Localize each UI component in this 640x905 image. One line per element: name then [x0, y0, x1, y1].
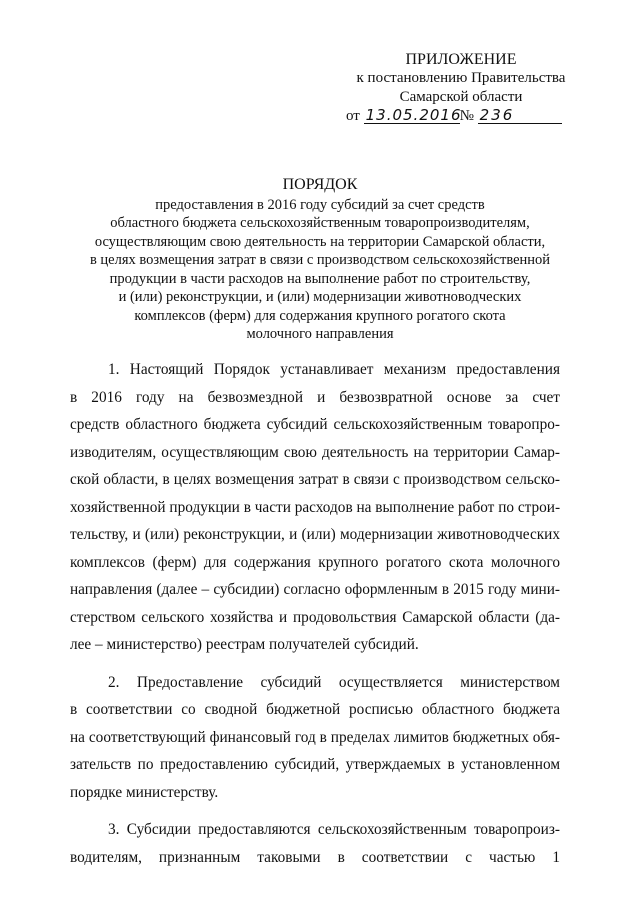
body-line: зательств по предоставлению субсидий, утверждаемых в установленном [70, 756, 560, 773]
document-body [70, 356, 560, 871]
document-title [40, 176, 600, 344]
title-line: продукции в части расходов на выполнение работ по строительству, [109, 270, 531, 287]
body-line: 1. Настоящий Порядок устанавливает механизм предоставления [108, 361, 560, 378]
paragraph-1 [70, 356, 560, 659]
body-line: лее – министерство) реестрам получателей субсидий. [70, 636, 419, 653]
handwritten-number: 236 [478, 107, 562, 124]
title-line: предоставления в 2016 году субсидий за счет средств [155, 196, 485, 213]
appendix-from-label: от [346, 108, 360, 124]
body-line: средств областного бюджета субсидий сельскохозяйственным товаропро- [70, 416, 560, 433]
body-line: изводителям, осуществляющим свою деятельность на территории Самар- [70, 443, 560, 461]
title-line: и (или) реконструкции, и (или) модернизации животноводческих [118, 289, 522, 305]
body-line: водителям, признанным таковыми в соответствии с частью 1 [70, 848, 560, 866]
title-line: областного бюджета сельскохозяйственным товаропроизводителям, [110, 215, 530, 231]
body-line: порядке министерству. [70, 783, 219, 801]
body-line: хозяйственной продукции в части расходов на выполнение работ по строи- [70, 498, 561, 516]
body-line: 3. Субсидии предоставляются сельскохозяйственным товаропроиз- [108, 821, 560, 838]
body-line: тельству, и (или) реконструкции, и (или) модернизации животноводческих [70, 526, 560, 543]
title-line: комплексов (ферм) для содержания крупного рогатого скота [134, 307, 506, 324]
body-line: комплексов (ферм) для содержания крупного рогатого скота молочного [70, 553, 560, 571]
body-line: ской области, в целях возмещения затрат в связи с производством сельско- [70, 471, 560, 488]
body-line: направления (далее – субсидии) согласно оформленным в 2015 году мини- [70, 581, 560, 598]
title-line: в целях возмещения затрат в связи с производством сельскохозяйственной [89, 252, 551, 268]
title-line: осуществляющим свою деятельность на территории Самарской области, [94, 233, 546, 250]
number-sign: № [459, 108, 474, 124]
appendix-line-2: Самарской области [399, 89, 523, 105]
paragraph-2 [70, 669, 560, 807]
title-heading: ПОРЯДОК [282, 176, 358, 193]
body-line: на соответствующий финансовый год в пределах лимитов бюджетных обя- [70, 728, 560, 746]
handwritten-date: 13.05.2016 [365, 106, 462, 124]
appendix-date-number [346, 107, 586, 126]
body-line: в 2016 году на безвозмездной и безвозвратной основе за счет [70, 388, 560, 406]
body-line: в соответствии со сводной бюджетной росписью областного бюджета [70, 701, 560, 718]
body-line: 2. Предоставление субсидий осуществляется министерством [108, 673, 560, 691]
paragraph-3 [70, 816, 560, 871]
title-line: молочного направления [246, 326, 394, 342]
appendix-heading: ПРИЛОЖЕНИЕ [405, 51, 517, 68]
appendix-line-1: к постановлению Правительства [356, 70, 566, 86]
body-line: стерством сельского хозяйства и продовольствия Самарской области (да- [70, 608, 560, 626]
appendix-block [346, 50, 576, 107]
